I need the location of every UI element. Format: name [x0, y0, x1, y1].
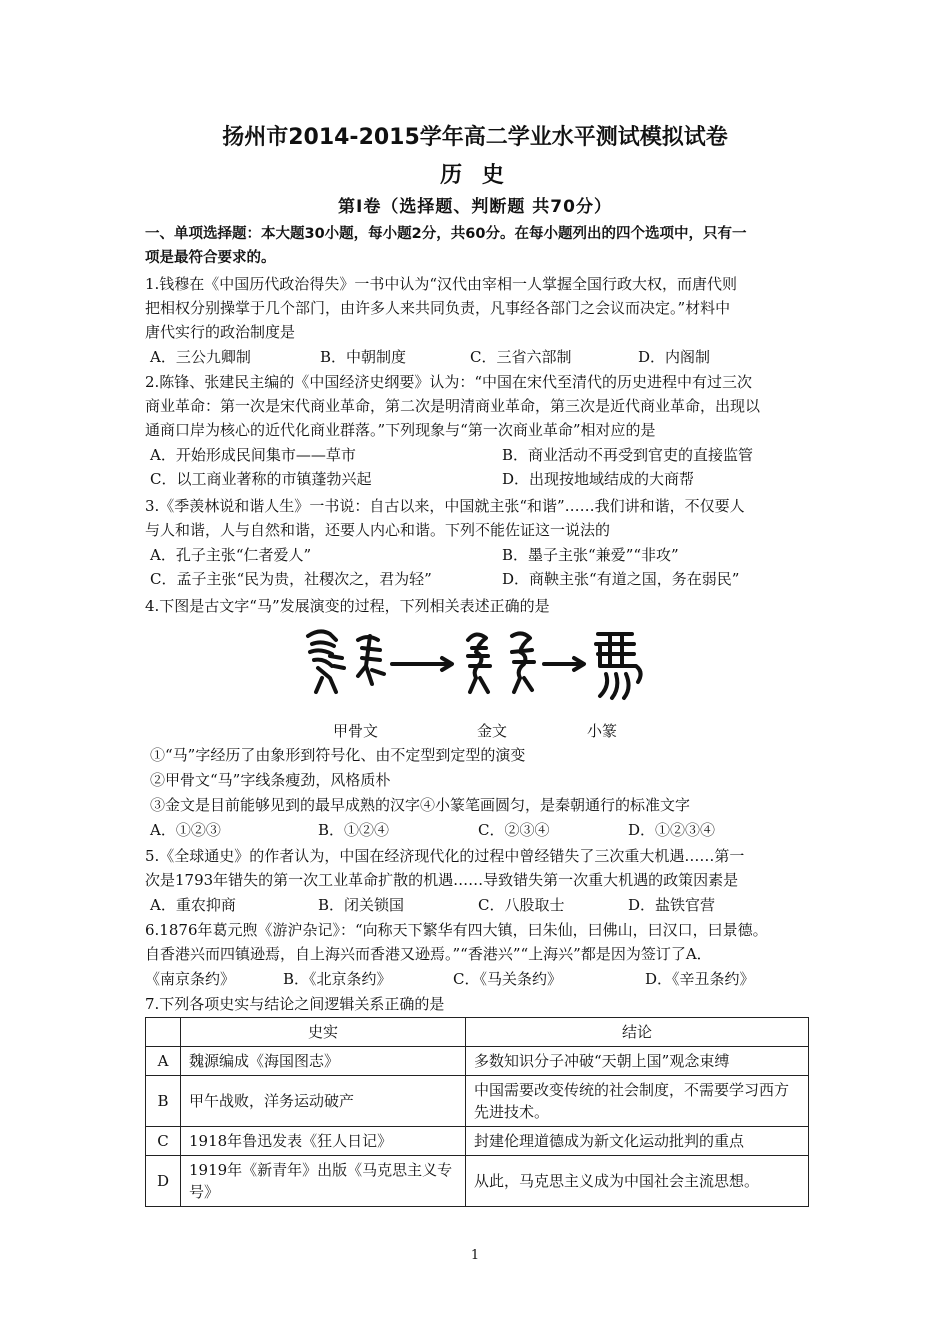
- table-header-row: [146, 1018, 809, 1047]
- q3-option-c[interactable]: C．孟子主张“民为贵，社稷次之，君为轻”: [150, 570, 432, 588]
- q6-option-b[interactable]: B．《北京条约》: [283, 970, 392, 988]
- q5-option-a[interactable]: A．重农抑商: [150, 896, 236, 914]
- q2-stem-line: 通商口岸为核心的近代化商业群落。”下列现象与“第一次商业革命”相对应的是: [145, 421, 656, 439]
- q5-option-d[interactable]: D．盐铁官营: [628, 896, 716, 914]
- bronze-inscription-horse-glyph-2: [512, 633, 534, 692]
- q4-statement: ①“马”字经历了由象形到符号化、由不定型到定型的演变: [150, 746, 526, 764]
- row-fact: 1919年《新青年》出版《马克思主义专号》: [181, 1156, 466, 1207]
- q5-stem-line: 次是1793年错失的第一次工业革命扩散的机遇……导致错失第一次重大机遇的政策因素是: [145, 871, 739, 889]
- q1-option-b[interactable]: B．中朝制度: [320, 348, 407, 366]
- q7-stem: 7.下列各项史实与结论之间逻辑关系正确的是: [145, 995, 445, 1013]
- instructions-line-1: 一、单项选择题：本大题30小题，每小题2分，共60分。在每小题列出的四个选项中，只有一: [145, 226, 747, 242]
- row-key: D: [146, 1156, 181, 1207]
- q6-stem-line: 6.1876年葛元煦《游沪杂记》：“向称天下繁华有四大镇，曰朱仙，曰佛山，曰汉口，曰景德。: [145, 921, 768, 939]
- q1-stem-line: 把相权分别操掌于几个部门，由许多人来共同负责，凡事经各部门之会议而决定。”材料中: [145, 299, 731, 317]
- row-fact: 魏源编成《海国图志》: [181, 1047, 466, 1076]
- q2-stem-line: 2.陈锋、张建民主编的《中国经济史纲要》认为：“中国在宋代至清代的历史进程中有过三次: [145, 373, 752, 391]
- row-key: C: [146, 1127, 181, 1156]
- q1-option-d[interactable]: D．内阁制: [638, 348, 711, 366]
- q4-statement: ②甲骨文“马”字线条瘦劲，风格质朴: [150, 771, 391, 789]
- q3-stem-line: 3.《季羡林说和谐人生》一书说：自古以来，中国就主张“和谐”……我们讲和谐，不仅要人: [145, 497, 745, 515]
- exam-title: 扬州市2014-2015学年高二学业水平测试模拟试卷: [222, 125, 728, 150]
- oracle-bone-horse-glyph-2: [358, 636, 384, 684]
- q1-option-a[interactable]: A．三公九卿制: [150, 348, 251, 366]
- row-key: A: [146, 1047, 181, 1076]
- q2-options-row-1: [150, 443, 810, 467]
- q7-table: [145, 1017, 809, 1207]
- q4-statement: ③金文是目前能够见到的最早成熟的汉字④小篆笔画圆匀，是秦朝通行的标准文字: [150, 796, 691, 814]
- section-title: 第Ⅰ卷（选择题、判断题 共70分）: [338, 197, 612, 217]
- row-key: B: [146, 1076, 181, 1127]
- q4-option-c[interactable]: C．②③④: [478, 821, 550, 839]
- small-seal-horse-glyph: [596, 634, 641, 698]
- q2-option-b[interactable]: B．商业活动不再受到官吏的直接监管: [502, 446, 754, 464]
- q3-options-row-2: [150, 567, 810, 591]
- subject-title: 历 史: [440, 163, 510, 188]
- q1-stem-line: 唐代实行的政治制度是: [145, 323, 296, 341]
- q4-option-a[interactable]: A．①②③: [150, 821, 221, 839]
- horse-character-evolution-figure: [300, 626, 650, 706]
- q2-option-c[interactable]: C．以工商业著称的市镇蓬勃兴起: [150, 470, 372, 488]
- table-header-cell: [146, 1018, 181, 1047]
- q2-option-a[interactable]: A．开始形成民间集市——草市: [150, 446, 356, 464]
- arrow-icon: [392, 658, 452, 670]
- arrow-icon: [544, 658, 584, 670]
- q2-options-row-2: [150, 467, 810, 491]
- table-row[interactable]: [146, 1156, 809, 1207]
- q4-option-d[interactable]: D．①②③④: [628, 821, 716, 839]
- q2-option-d[interactable]: D．出现按地域结成的大商帮: [502, 470, 695, 488]
- q1-options: [150, 345, 810, 369]
- q4-option-b[interactable]: B．①②④: [318, 821, 390, 839]
- table-row[interactable]: [146, 1127, 809, 1156]
- caption-small-seal: 小篆: [587, 722, 618, 740]
- q6-option-c[interactable]: C．《马关条约》: [453, 970, 562, 988]
- q6-stem-line: 自香港兴而四镇逊焉，自上海兴而香港又逊焉。”“香港兴”“上海兴”都是因为签订了A．: [145, 945, 712, 963]
- row-fact: 甲午战败，洋务运动破产: [181, 1076, 466, 1127]
- q2-stem-line: 商业革命：第一次是宋代商业革命，第二次是明清商业革命，第三次是近代商业革命，出现以: [145, 397, 761, 415]
- row-fact: 1918年鲁迅发表《狂人日记》: [181, 1127, 466, 1156]
- q1-option-c[interactable]: C．三省六部制: [470, 348, 572, 366]
- page-number: 1: [470, 1248, 480, 1263]
- table-header-cell: 结论: [466, 1018, 809, 1047]
- q6-option-a[interactable]: 《南京条约》: [145, 970, 236, 988]
- caption-bronze: 金文: [477, 722, 508, 740]
- q3-option-d[interactable]: D．商鞅主张“有道之国，务在弱民”: [502, 570, 740, 588]
- q4-stem: 4.下图是古文字“马”发展演变的过程，下列相关表述正确的是: [145, 597, 550, 615]
- instructions-line-2: 项是最符合要求的。: [145, 250, 276, 266]
- q5-option-c[interactable]: C．八股取士: [478, 896, 565, 914]
- row-conclusion: 从此，马克思主义成为中国社会主流思想。: [466, 1156, 809, 1207]
- q6-option-d[interactable]: D．《辛丑条约》: [645, 970, 755, 988]
- q5-option-b[interactable]: B．闭关锁国: [318, 896, 405, 914]
- row-conclusion: 中国需要改变传统的社会制度，不需要学习西方先进技术。: [466, 1076, 809, 1127]
- q6-options: [145, 967, 805, 991]
- q3-stem-line: 与人和谐，人与自然和谐，还要人内心和谐。下列不能佐证这一说法的: [145, 521, 611, 539]
- row-conclusion: 多数知识分子冲破“天朝上国”观念束缚: [466, 1047, 809, 1076]
- table-row[interactable]: [146, 1047, 809, 1076]
- q5-options: [150, 893, 810, 917]
- table-header-cell: 史实: [181, 1018, 466, 1047]
- oracle-bone-horse-glyph-1: [308, 631, 344, 692]
- q1-stem-line: 1.钱穆在《中国历代政治得失》一书中认为“汉代由宰相一人掌握全国行政大权，而唐代则: [145, 275, 737, 293]
- q3-option-a[interactable]: A．孔子主张“仁者爱人”: [150, 546, 312, 564]
- q4-options: [150, 818, 810, 842]
- q5-stem-line: 5.《全球通史》的作者认为，中国在经济现代化的过程中曾经错失了三次重大机遇……第一: [145, 847, 745, 865]
- row-conclusion: 封建伦理道德成为新文化运动批判的重点: [466, 1127, 809, 1156]
- caption-oracle-bone: 甲骨文: [333, 722, 379, 740]
- bronze-inscription-horse-glyph-1: [468, 634, 490, 692]
- table-row[interactable]: [146, 1076, 809, 1127]
- q3-options-row-1: [150, 543, 810, 567]
- q3-option-b[interactable]: B．墨子主张“兼爱”“非攻”: [502, 546, 679, 564]
